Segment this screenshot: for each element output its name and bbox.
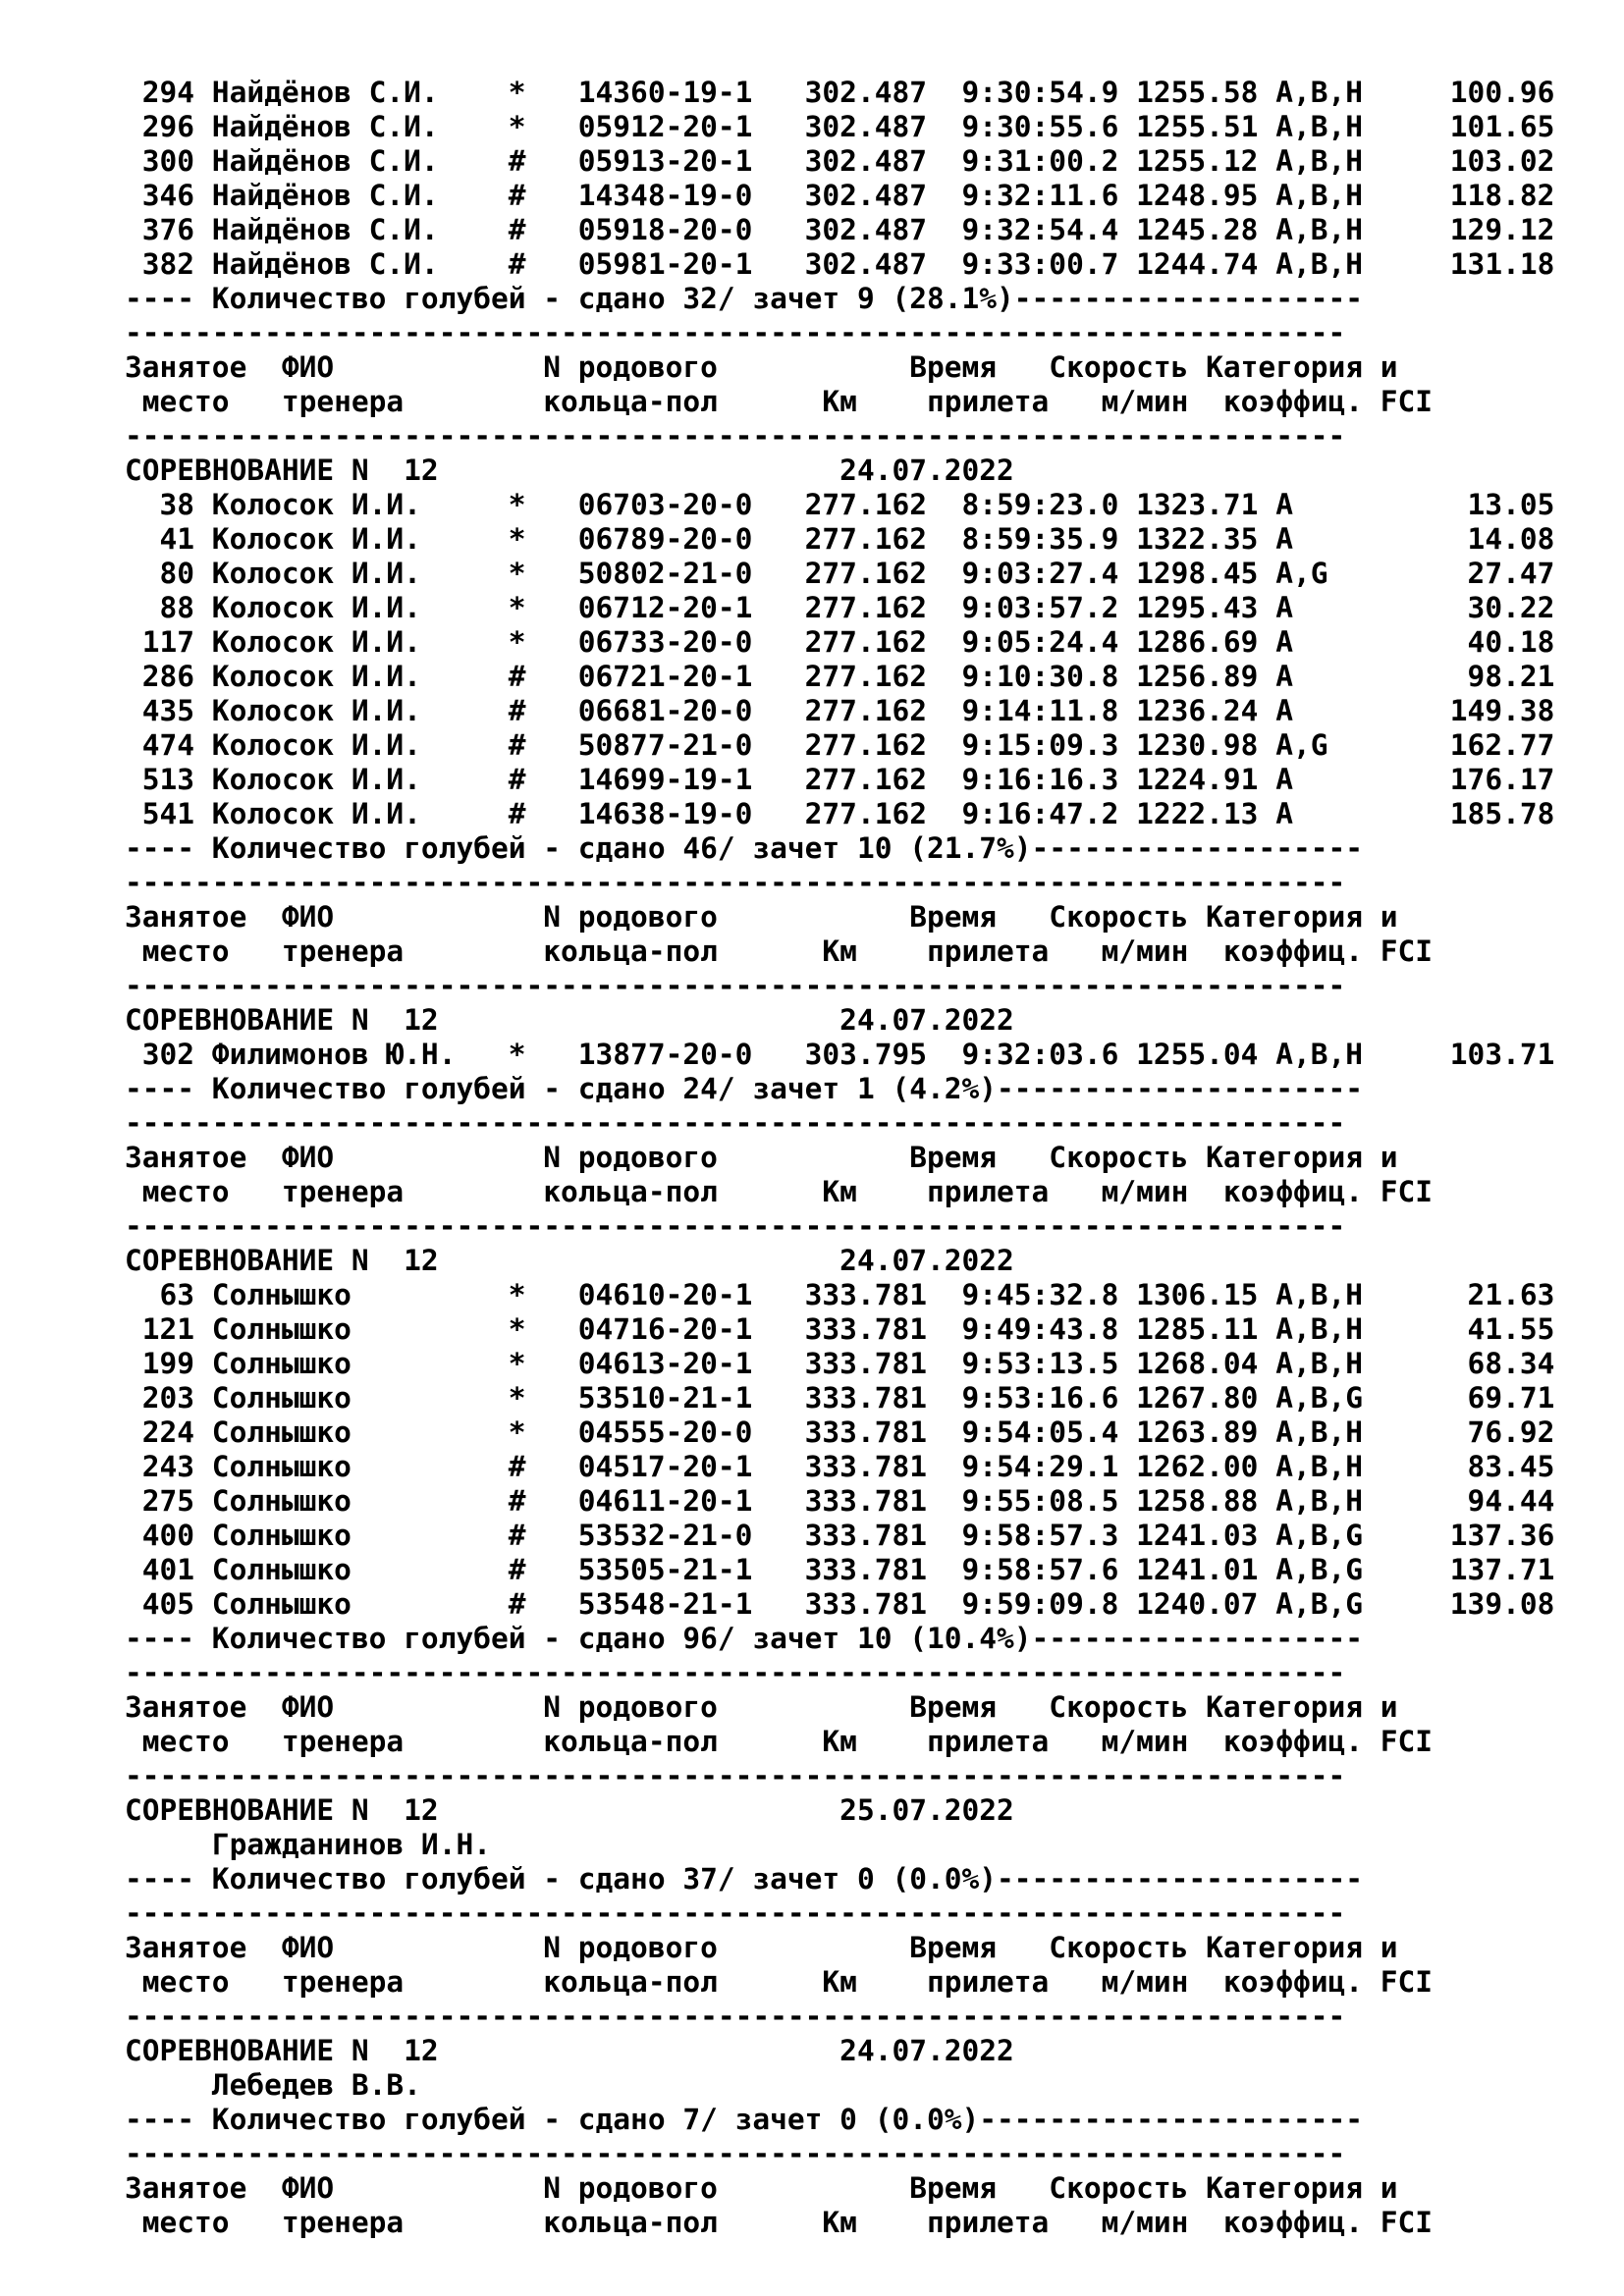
table-row: 275 Солнышко # 04611-20-1 333.781 9:55:08.5 1258.88 A,B,H 94.44 <box>125 1484 1555 1518</box>
table-row: 435 Колосок И.И. # 06681-20-0 277.162 9:14:11.8 1236.24 A 149.38 <box>125 694 1555 727</box>
table-row: 541 Колосок И.И. # 14638-19-0 277.162 9:16:47.2 1222.13 A 185.78 <box>125 797 1555 830</box>
table-row: 224 Солнышко * 04555-20-0 333.781 9:54:05.4 1263.89 A,B,H 76.92 <box>125 1415 1555 1449</box>
column-header: место тренера кольца-пол Км прилета м/мин коэффиц. FCI <box>125 385 1434 418</box>
column-header: место тренера кольца-пол Км прилета м/мин коэффиц. FCI <box>125 2206 1434 2239</box>
table-row: 302 Филимонов Ю.Н. * 13877-20-0 303.795 9:32:03.6 1255.04 A,B,H 103.71 <box>125 1038 1555 1071</box>
section-summary: ---- Количество голубей - сдано 37/ зачет 0 (0.0%)--------------------- <box>125 1862 1363 1896</box>
column-header: Занятое ФИО N родового Время Скорость Категория и <box>125 1931 1398 1964</box>
results-document <box>125 76 1554 2240</box>
table-row: Лебедев В.В. <box>125 2068 421 2102</box>
table-row: 405 Солнышко # 53548-21-1 333.781 9:59:09.8 1240.07 A,B,G 139.08 <box>125 1587 1555 1621</box>
table-row: 203 Солнышко * 53510-21-1 333.781 9:53:16.6 1267.80 A,B,G 69.71 <box>125 1381 1555 1415</box>
table-row: 382 Найдёнов С.И. # 05981-20-1 302.487 9:33:00.7 1244.74 A,B,H 131.18 <box>125 247 1555 281</box>
section-title: СОРЕВНОВАНИЕ N 12 24.07.2022 <box>125 1244 1014 1277</box>
table-row: 474 Колосок И.И. # 50877-21-0 277.162 9:15:09.3 1230.98 A,G 162.77 <box>125 728 1555 762</box>
table-row: 199 Солнышко * 04613-20-1 333.781 9:53:13.5 1268.04 A,B,H 68.34 <box>125 1347 1555 1380</box>
section-title: СОРЕВНОВАНИЕ N 12 24.07.2022 <box>125 454 1014 487</box>
column-header: место тренера кольца-пол Км прилета м/мин коэффиц. FCI <box>125 934 1434 968</box>
separator-line: ---------------------------------------------------------------------- <box>125 969 1346 1002</box>
section-summary: ---- Количество голубей - сдано 46/ зачет 10 (21.7%)------------------- <box>125 831 1363 865</box>
column-header: Занятое ФИО N родового Время Скорость Категория и <box>125 1690 1398 1724</box>
table-row: 376 Найдёнов С.И. # 05918-20-0 302.487 9:32:54.4 1245.28 A,B,H 129.12 <box>125 213 1555 246</box>
separator-line: ---------------------------------------------------------------------- <box>125 419 1346 453</box>
table-row: 296 Найдёнов С.И. * 05912-20-1 302.487 9:30:55.6 1255.51 A,B,H 101.65 <box>125 110 1555 143</box>
separator-line: ---------------------------------------------------------------------- <box>125 1759 1346 1792</box>
table-row: 41 Колосок И.И. * 06789-20-0 277.162 8:59:35.9 1322.35 A 14.08 <box>125 522 1555 556</box>
table-row: 300 Найдёнов С.И. # 05913-20-1 302.487 9:31:00.2 1255.12 A,B,H 103.02 <box>125 144 1555 178</box>
separator-line: ---------------------------------------------------------------------- <box>125 1896 1346 1930</box>
separator-line: ---------------------------------------------------------------------- <box>125 866 1346 899</box>
column-header: Занятое ФИО N родового Время Скорость Категория и <box>125 900 1398 934</box>
separator-line: ---------------------------------------------------------------------- <box>125 1209 1346 1243</box>
column-header: место тренера кольца-пол Км прилета м/мин коэффиц. FCI <box>125 1965 1434 1999</box>
section-title: СОРЕВНОВАНИЕ N 12 24.07.2022 <box>125 2034 1014 2067</box>
table-row: 121 Солнышко * 04716-20-1 333.781 9:49:43.8 1285.11 A,B,H 41.55 <box>125 1312 1555 1346</box>
table-row: 286 Колосок И.И. # 06721-20-1 277.162 9:10:30.8 1256.89 A 98.21 <box>125 660 1555 693</box>
table-row: 401 Солнышко # 53505-21-1 333.781 9:58:57.6 1241.01 A,B,G 137.71 <box>125 1553 1555 1586</box>
table-row: Гражданинов И.Н. <box>125 1828 491 1861</box>
section-summary: ---- Количество голубей - сдано 96/ зачет 10 (10.4%)------------------- <box>125 1622 1363 1655</box>
separator-line: ---------------------------------------------------------------------- <box>125 2137 1346 2170</box>
table-row: 80 Колосок И.И. * 50802-21-0 277.162 9:03:27.4 1298.45 A,G 27.47 <box>125 557 1555 590</box>
table-row: 117 Колосок И.И. * 06733-20-0 277.162 9:05:24.4 1286.69 A 40.18 <box>125 625 1555 659</box>
separator-line: ---------------------------------------------------------------------- <box>125 2000 1346 2033</box>
column-header: место тренера кольца-пол Км прилета м/мин коэффиц. FCI <box>125 1175 1434 1208</box>
table-row: 38 Колосок И.И. * 06703-20-0 277.162 8:59:23.0 1323.71 A 13.05 <box>125 488 1555 521</box>
table-row: 294 Найдёнов С.И. * 14360-19-1 302.487 9:30:54.9 1255.58 A,B,H 100.96 <box>125 76 1555 109</box>
section-summary: ---- Количество голубей - сдано 32/ зачет 9 (28.1%)-------------------- <box>125 282 1363 315</box>
section-summary: ---- Количество голубей - сдано 24/ зачет 1 (4.2%)--------------------- <box>125 1072 1363 1105</box>
column-header: Занятое ФИО N родового Время Скорость Категория и <box>125 1141 1398 1174</box>
table-row: 88 Колосок И.И. * 06712-20-1 277.162 9:03:57.2 1295.43 A 30.22 <box>125 591 1555 624</box>
column-header: Занятое ФИО N родового Время Скорость Категория и <box>125 2171 1398 2205</box>
section-title: СОРЕВНОВАНИЕ N 12 25.07.2022 <box>125 1793 1014 1827</box>
table-row: 400 Солнышко # 53532-21-0 333.781 9:58:57.3 1241.03 A,B,G 137.36 <box>125 1519 1555 1552</box>
column-header: место тренера кольца-пол Км прилета м/мин коэффиц. FCI <box>125 1725 1434 1758</box>
column-header: Занятое ФИО N родового Время Скорость Категория и <box>125 350 1398 384</box>
section-title: СОРЕВНОВАНИЕ N 12 24.07.2022 <box>125 1003 1014 1037</box>
table-row: 63 Солнышко * 04610-20-1 333.781 9:45:32.8 1306.15 A,B,H 21.63 <box>125 1278 1555 1311</box>
separator-line: ---------------------------------------------------------------------- <box>125 316 1346 349</box>
table-row: 346 Найдёнов С.И. # 14348-19-0 302.487 9:32:11.6 1248.95 A,B,H 118.82 <box>125 179 1555 212</box>
section-summary: ---- Количество голубей - сдано 7/ зачет 0 (0.0%)---------------------- <box>125 2103 1363 2136</box>
separator-line: ---------------------------------------------------------------------- <box>125 1656 1346 1689</box>
table-row: 513 Колосок И.И. # 14699-19-1 277.162 9:16:16.3 1224.91 A 176.17 <box>125 763 1555 796</box>
separator-line: ---------------------------------------------------------------------- <box>125 1106 1346 1140</box>
table-row: 243 Солнышко # 04517-20-1 333.781 9:54:29.1 1262.00 A,B,H 83.45 <box>125 1450 1555 1483</box>
